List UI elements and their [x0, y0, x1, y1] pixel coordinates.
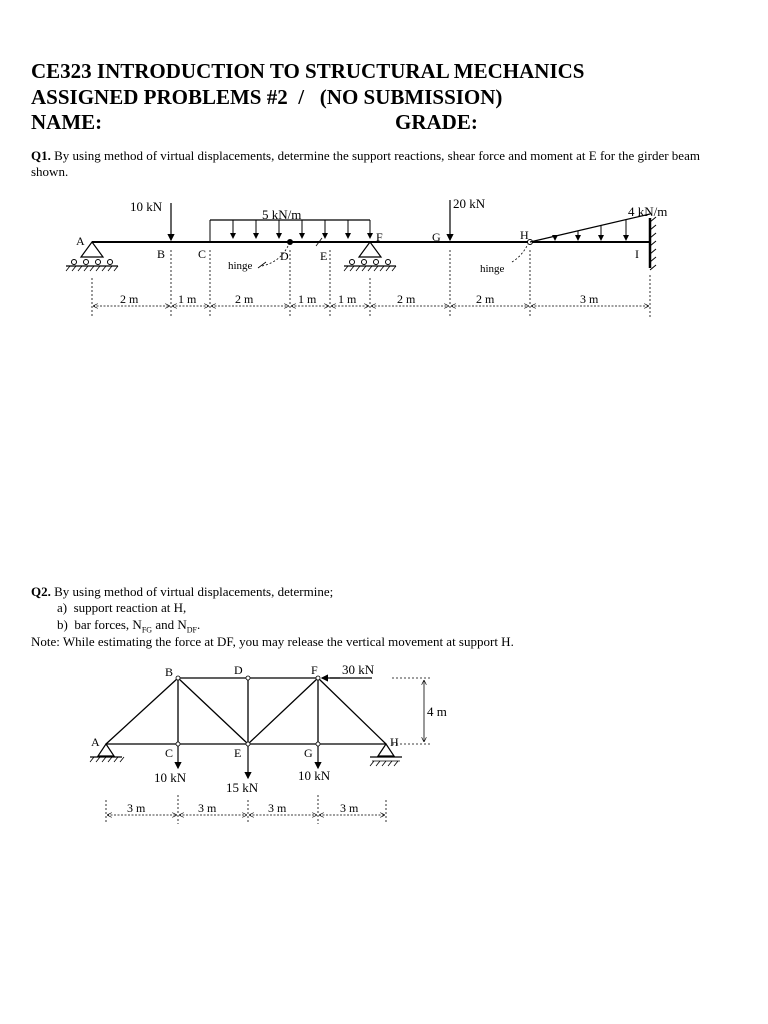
truss-point-b: B [165, 665, 174, 679]
point-c-label: C [198, 247, 207, 261]
point-g-label: G [432, 230, 441, 244]
udl-label: 5 kN/m [262, 207, 302, 222]
dim-gh: 2 m [476, 292, 495, 306]
q2-item-a: a) support reaction at H, [57, 600, 187, 615]
dimension-guides [92, 250, 650, 318]
point-a-label: A [76, 234, 85, 248]
dim-de: 1 m [298, 292, 317, 306]
grade-label: GRADE: [395, 110, 478, 134]
course-title: CE323 INTRODUCTION TO STRUCTURAL MECHANICS [31, 59, 585, 83]
support-e [344, 242, 396, 271]
q2-note: Note: While estimating the force at DF, you may release the vertical movement at support H. [31, 634, 514, 649]
truss-dim-2: 3 m [198, 801, 217, 815]
name-label: NAME: [31, 110, 103, 134]
hinge-d [287, 239, 293, 245]
dim-bc: 1 m [178, 292, 197, 306]
truss-point-e: E [234, 746, 242, 760]
q2-item-b: b) bar forces, $N_{FG}$ and $N_{DF}$. [57, 617, 201, 635]
truss-members [106, 678, 386, 744]
dim-ab: 2 m [120, 292, 139, 306]
load-20kn-label: 20 kN [453, 196, 486, 211]
point-b-label: B [157, 247, 166, 261]
hinge-d-label: hinge [228, 260, 253, 272]
q2-truss-figure [0, 640, 768, 860]
udl-arrows [233, 220, 370, 238]
truss-point-f: F [311, 663, 318, 677]
load-10kn-label: 10 kN [130, 199, 163, 214]
fixed-support-i [650, 217, 656, 270]
truss-point-a: A [91, 735, 100, 749]
hinge-h-label: hinge [480, 263, 505, 275]
point-h-label: H [520, 228, 529, 242]
point-e-label: E [320, 249, 328, 263]
truss-point-h: H [390, 735, 399, 749]
load-g-label: 10 kN [298, 768, 331, 783]
load-e-label: 15 kN [226, 780, 259, 795]
truss-point-d: D [234, 663, 243, 677]
load-c-label: 10 kN [154, 770, 187, 785]
q2-text: By using method of virtual displacements, determine; [54, 584, 334, 599]
height-label: 4 m [427, 704, 447, 719]
q1-text: By using method of virtual displacements, determine the support reactions, shear force and moment at E for the girder beam shown. [31, 148, 700, 179]
truss-point-c: C [165, 746, 174, 760]
q1-beam-figure [0, 0, 768, 330]
hinge-h-pointer [512, 244, 528, 262]
load-30kn-label: 30 kN [342, 662, 375, 677]
point-i-label: I [635, 247, 639, 261]
dim-cd: 2 m [235, 292, 254, 306]
truss-dim-3: 3 m [268, 801, 287, 815]
point-f-label: F [376, 230, 383, 244]
q1-label: Q1. [31, 148, 51, 163]
point-d-label: D [280, 249, 289, 263]
q2-statement [31, 584, 731, 600]
tri-load-arrows [555, 220, 626, 240]
truss-dim-4: 3 m [340, 801, 359, 815]
truss-dim-1: 3 m [127, 801, 146, 815]
assignment-title: ASSIGNED PROBLEMS #2 / (NO SUBMISSION) [31, 85, 503, 109]
dim-ef: 1 m [338, 292, 357, 306]
tri-load-label: 4 kN/m [628, 204, 668, 219]
dim-fg: 2 m [397, 292, 416, 306]
support-a [66, 242, 118, 271]
dim-hi: 3 m [580, 292, 599, 306]
q2-label: Q2. [31, 584, 51, 599]
truss-point-g: G [304, 746, 313, 760]
